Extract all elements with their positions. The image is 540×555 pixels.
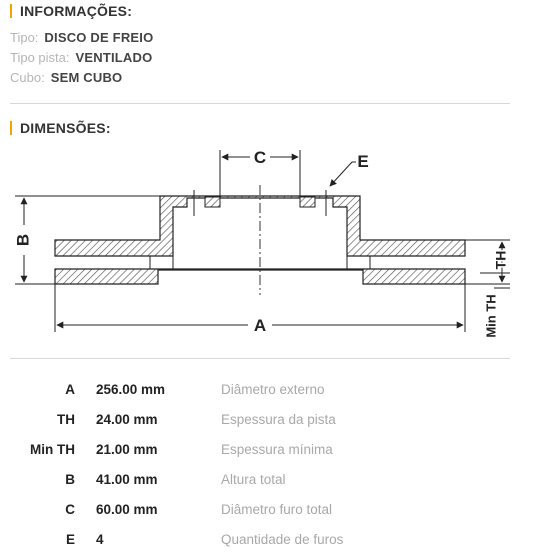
spec-row-e [0, 530, 540, 550]
info-label: Tipo pista: [10, 50, 70, 65]
spec-description: Diâmetro externo [221, 382, 325, 397]
top-plate-hatch-left [205, 197, 220, 207]
dimension-th [465, 240, 510, 284]
label-c: C [253, 148, 267, 167]
dimension-min-th [480, 273, 510, 338]
section-divider [10, 103, 510, 104]
info-value: DISCO DE FREIO [44, 30, 154, 45]
info-row-tipo-pista [10, 49, 152, 67]
info-value: SEM CUBO [50, 70, 123, 85]
diagram-divider [10, 358, 510, 359]
spec-code: C [65, 502, 75, 517]
spec-row-a [0, 380, 540, 400]
spec-description: Quantidade de furos [221, 532, 344, 547]
spec-row-th [0, 410, 540, 430]
dimension-a [55, 284, 465, 335]
top-plate-hatch-right [300, 197, 315, 207]
spec-code: A [65, 382, 75, 397]
label-min-th: Min TH [483, 294, 499, 338]
accent-bar [10, 4, 12, 18]
info-value: VENTILADO [75, 50, 153, 65]
label-b: B [13, 233, 33, 247]
info-label: Tipo: [10, 30, 39, 45]
label-e: E [357, 152, 369, 171]
spec-value: 256.00 mm [96, 382, 166, 397]
dimension-e [330, 152, 369, 186]
spec-code: Min TH [30, 442, 75, 457]
spec-row-c [0, 500, 540, 520]
spec-code: B [65, 472, 75, 487]
spec-value: 60.00 mm [96, 502, 158, 517]
spec-description: Diâmetro furo total [221, 502, 333, 517]
label-a: A [253, 316, 267, 335]
info-row-cubo [10, 69, 122, 87]
label-th: TH [492, 250, 509, 270]
spec-value: 41.00 mm [96, 472, 158, 487]
spec-value: 4 [96, 532, 104, 547]
spec-description: Espessura da pista [221, 412, 336, 427]
spec-row-min-th [0, 440, 540, 460]
dimensions-section-title [10, 119, 111, 137]
dimensions-title-text: DIMENSÕES: [20, 120, 111, 136]
info-title-text: INFORMAÇÕES: [20, 3, 133, 19]
info-row-tipo [10, 29, 153, 47]
spec-row-b [0, 470, 540, 490]
spec-code: E [65, 532, 75, 547]
spec-code: TH [57, 412, 75, 427]
spec-description: Altura total [221, 472, 286, 487]
spec-description: Espessura mínima [221, 442, 333, 457]
info-section-title [10, 2, 132, 20]
info-label: Cubo: [10, 70, 45, 85]
accent-bar [10, 121, 12, 135]
spec-value: 21.00 mm [96, 442, 158, 457]
brake-disc-diagram [0, 145, 540, 350]
spec-value: 24.00 mm [96, 412, 158, 427]
